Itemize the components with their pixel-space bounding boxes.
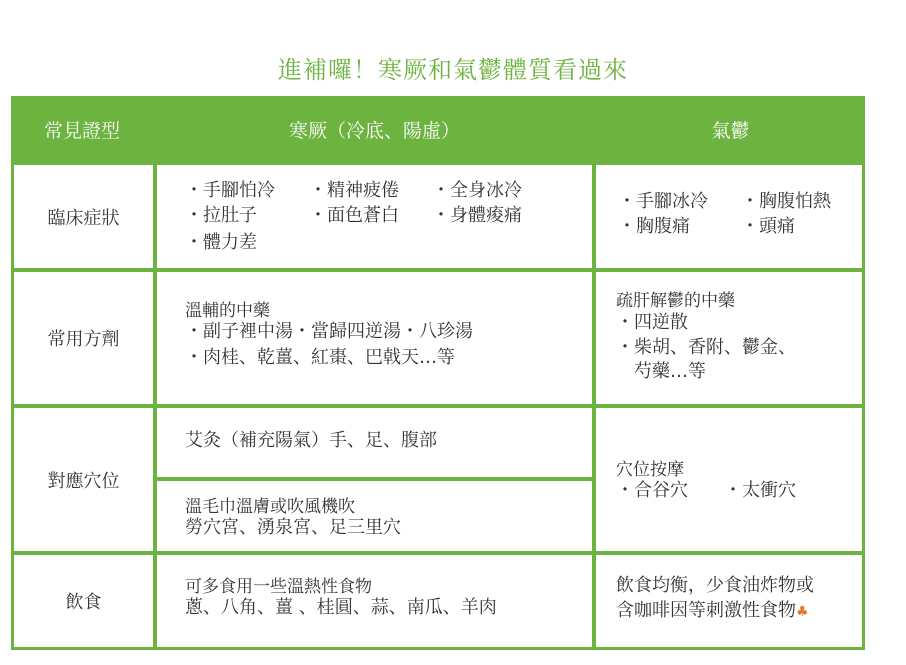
acupoint-heading: 溫毛巾溫膚或吹風機吹 — [185, 497, 355, 517]
symptom-item: ・手腳怕冷 — [185, 180, 275, 201]
clover-icon: ♣ — [796, 604, 809, 620]
cell-cold-diet — [157, 555, 592, 647]
symptom-item: ・頭痛 — [741, 216, 795, 237]
header-pattern-type: 常見證型 — [11, 96, 153, 162]
page-title: 進補囉！寒厥和氣鬱體質看過來 — [278, 56, 628, 84]
row-label-diet: 飲食 — [14, 555, 153, 647]
row-label-symptoms: 臨床症狀 — [14, 165, 153, 268]
formula-heading: 溫輔的中藥 — [185, 301, 270, 321]
cell-cold-moxibustion — [157, 408, 592, 477]
cell-cold-formulas — [157, 272, 592, 404]
symptom-item: ・全身冰冷 — [432, 180, 522, 201]
cell-cold-symptoms — [157, 165, 592, 268]
diet-line — [616, 598, 809, 625]
cell-qi-formulas — [596, 272, 862, 404]
symptom-item: ・身體痠痛 — [432, 205, 522, 226]
cell-qi-diet — [596, 555, 862, 647]
header-qi-stagnation: 氣鬱 — [596, 96, 865, 162]
header-cold-syndrome: 寒厥（冷底、陽虛） — [157, 96, 592, 162]
symptom-item: ・面色蒼白 — [309, 205, 399, 226]
cell-qi-symptoms — [596, 165, 862, 268]
acupoint-line: 艾灸（補充陽氣）手、足、腹部 — [185, 430, 437, 451]
cell-cold-warm-towel — [157, 481, 592, 551]
symptom-item: ・體力差 — [185, 232, 257, 253]
acupoint-line: ・合谷穴 — [616, 480, 688, 501]
symptom-item: ・胸腹痛 — [618, 216, 690, 237]
formula-line: ・柴胡、香附、鬱金、 — [616, 337, 796, 358]
formula-line: ・四逆散 — [616, 312, 688, 333]
diet-line: 蔥、八角、薑 、桂圓、蒜、南瓜、羊肉 — [185, 597, 497, 618]
symptom-item: ・拉肚子 — [185, 205, 257, 226]
cell-qi-massage — [596, 408, 862, 551]
diet-line: 飲食均衡，少食油炸物或 — [616, 575, 814, 596]
tcm-table — [11, 96, 865, 650]
acupoint-line: 勞穴宮、湧泉宮、足三里穴 — [185, 517, 401, 538]
diet-heading: 可多食用一些溫熱性食物 — [185, 577, 372, 597]
row-label-acupoints: 對應穴位 — [14, 408, 153, 551]
symptom-item: ・精神疲倦 — [309, 180, 399, 201]
formula-line: 芍藥…等 — [634, 361, 706, 382]
formula-heading: 疏肝解鬱的中藥 — [616, 291, 735, 311]
formula-line: ・肉桂、乾薑、紅棗、巴戟天…等 — [185, 347, 455, 368]
row-label-formulas: 常用方劑 — [14, 272, 153, 404]
acupoint-heading: 穴位按摩 — [616, 460, 684, 480]
acupoint-line: ・太衝穴 — [724, 480, 796, 501]
symptom-item: ・手腳冰冷 — [618, 191, 708, 212]
diet-line-text: 含咖啡因等刺激性食物 — [616, 600, 796, 621]
formula-line: ・副子裡中湯・當歸四逆湯・八珍湯 — [185, 321, 473, 342]
symptom-item: ・胸腹怕熱 — [741, 191, 831, 212]
